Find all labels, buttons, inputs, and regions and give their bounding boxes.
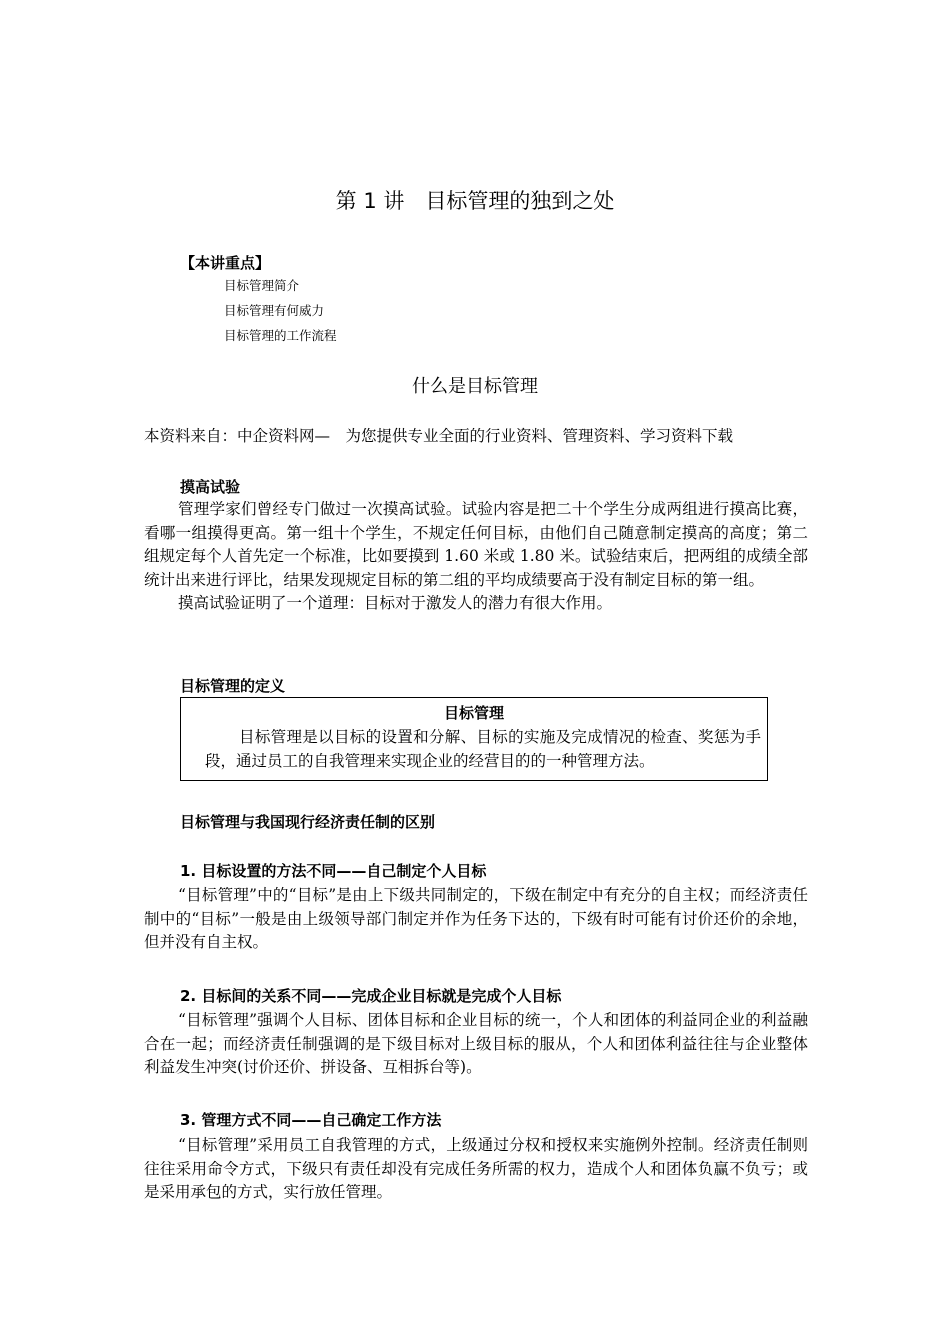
difference-point-body	[144, 884, 808, 955]
source-line: 本资料来自：中企资料网— 为您提供专业全面的行业资料、管理资料、学习资料下载	[144, 427, 734, 445]
section-title: 什么是目标管理	[412, 376, 538, 397]
definition-box-text: 目标管理是以目标的设置和分解、目标的实施及完成情况的检查、奖惩为手段，通过员工的自我管理来实现企业的经营目的的一种管理方法。	[205, 728, 761, 770]
difference-point-heading: 1. 目标设置的方法不同——自己制定个人目标	[180, 862, 487, 880]
difference-point-text: “目标管理”强调个人目标、团体目标和企业目标的统一，个人和团体的利益同企业的利益融合在一起；而经济责任制强调的是下级目标对上级目标的服从，个人和团体利益往往与企业整体利益发生冲突(讨价还价、拼设备、互相拆台等)。	[144, 1011, 808, 1077]
difference-point-heading: 2. 目标间的关系不同——完成企业目标就是完成个人目标	[180, 987, 562, 1005]
experiment-conclusion: 摸高试验证明了一个道理：目标对于激发人的潜力有很大作用。	[178, 594, 613, 613]
difference-point-body	[144, 1009, 808, 1080]
difference-point-body	[144, 1134, 808, 1205]
experiment-heading: 摸高试验	[180, 478, 241, 496]
difference-point-text: “目标管理”中的“目标”是由上下级共同制定的，下级在制定中有充分的自主权；而经济责任制中的“目标”一般是由上级领导部门制定并作为任务下达的，下级有时可能有讨价还价的余地，但并没有自主权。	[144, 886, 808, 952]
experiment-paragraph: 管理学家们曾经专门做过一次摸高试验。试验内容是把二十个学生分成两组进行摸高比赛，看哪一组摸得更高。第一组十个学生，不规定任何目标，由他们自己随意制定摸高的高度；第二组规定每个人首先定一个标准，比如要摸到 1.60 米或 1.80 米。试验结束后，把两组的成绩全部统计出来进行评比，结果发现规定目标的第二组的平均成绩要高于没有制定目标的第一组。	[144, 500, 808, 589]
definition-box-title: 目标管理	[443, 704, 504, 722]
key-point-item: 目标管理的工作流程	[224, 328, 337, 343]
difference-point-heading: 3. 管理方式不同——自己确定工作方法	[180, 1111, 442, 1129]
lecture-title: 第 1 讲 目标管理的独到之处	[335, 189, 615, 213]
experiment-body	[144, 498, 808, 616]
difference-point-text: “目标管理”采用员工自我管理的方式，上级通过分权和授权来实施例外控制。经济责任制则往往采用命令方式，下级只有责任却没有完成任务所需的权力，造成个人和团体负赢不负亏；或是采用承包的方式，实行放任管理。	[144, 1136, 808, 1202]
key-points-heading: 【本讲重点】	[180, 254, 271, 272]
key-point-item: 目标管理有何威力	[224, 303, 325, 318]
definition-box	[180, 697, 768, 781]
key-point-item: 目标管理简介	[224, 278, 300, 293]
definition-heading: 目标管理的定义	[180, 677, 286, 695]
difference-heading: 目标管理与我国现行经济责任制的区别	[180, 813, 436, 831]
